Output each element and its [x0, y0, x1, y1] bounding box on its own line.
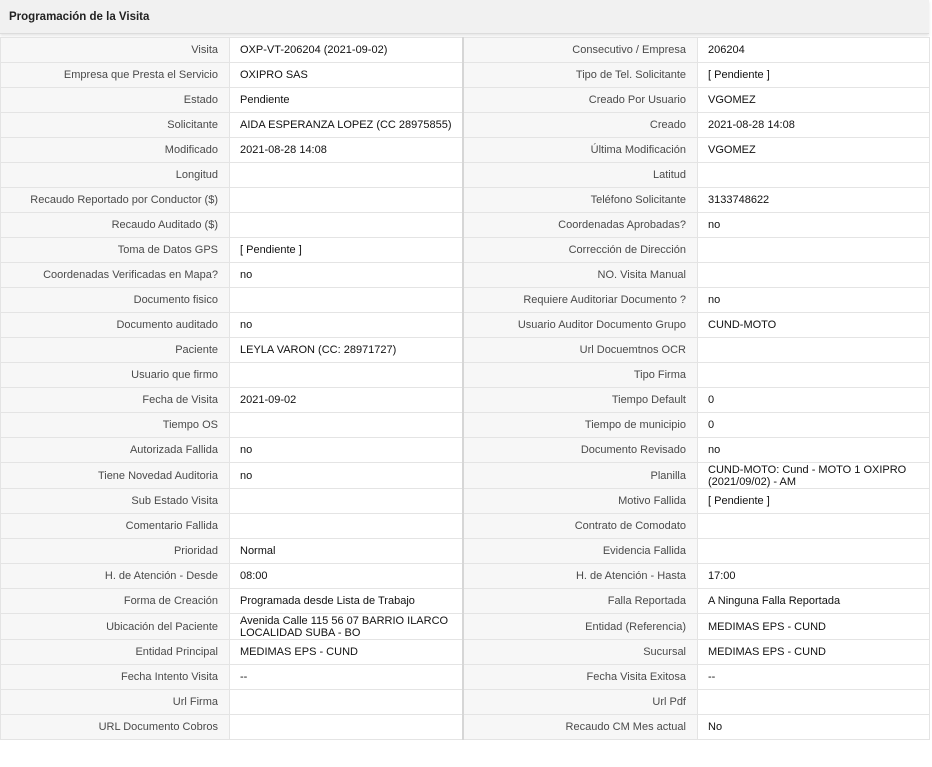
field-label: Entidad (Referencia): [463, 614, 698, 640]
field-label: Motivo Fallida: [463, 489, 698, 514]
field-value: A Ninguna Falla Reportada: [698, 589, 930, 614]
field-label: Latitud: [463, 163, 698, 188]
detail-row: [1, 514, 930, 539]
field-label: Tiempo OS: [1, 413, 230, 438]
detail-row: [1, 363, 930, 388]
field-value: [230, 413, 464, 438]
field-value: [698, 514, 930, 539]
field-value: 206204: [698, 38, 930, 63]
field-label: Consecutivo / Empresa: [463, 38, 698, 63]
field-value: [230, 213, 464, 238]
field-value: No: [698, 715, 930, 740]
field-label: Tiene Novedad Auditoria: [1, 463, 230, 489]
field-value: Avenida Calle 115 56 07 BARRIO ILARCO LOCALIDAD SUBA - BO: [230, 614, 464, 640]
field-label: Url Pdf: [463, 690, 698, 715]
field-value: 2021-08-28 14:08: [230, 138, 464, 163]
detail-row: [1, 640, 930, 665]
field-value: 2021-09-02: [230, 388, 464, 413]
field-label: Falla Reportada: [463, 589, 698, 614]
detail-row: [1, 138, 930, 163]
field-label: Url Firma: [1, 690, 230, 715]
field-label: Tipo de Tel. Solicitante: [463, 63, 698, 88]
field-value: 0: [698, 388, 930, 413]
field-label: Creado: [463, 113, 698, 138]
field-label: Longitud: [1, 163, 230, 188]
field-value: VGOMEZ: [698, 138, 930, 163]
field-label: Recaudo Reportado por Conductor ($): [1, 188, 230, 213]
field-value: LEYLA VARON (CC: 28971727): [230, 338, 464, 363]
field-label: Forma de Creación: [1, 589, 230, 614]
field-label: Documento Revisado: [463, 438, 698, 463]
field-label: Toma de Datos GPS: [1, 238, 230, 263]
field-value: [230, 188, 464, 213]
detail-row: [1, 715, 930, 740]
field-label: Corrección de Dirección: [463, 238, 698, 263]
field-label: Fecha Intento Visita: [1, 665, 230, 690]
detail-row: [1, 539, 930, 564]
detail-row: [1, 238, 930, 263]
field-label: Coordenadas Aprobadas?: [463, 213, 698, 238]
field-value: [698, 338, 930, 363]
field-label: Recaudo Auditado ($): [1, 213, 230, 238]
field-value: OXP-VT-206204 (2021-09-02): [230, 38, 464, 63]
field-value: [ Pendiente ]: [698, 63, 930, 88]
detail-row: [1, 188, 930, 213]
field-label: Sub Estado Visita: [1, 489, 230, 514]
field-label: Visita: [1, 38, 230, 63]
field-value: VGOMEZ: [698, 88, 930, 113]
field-value: [698, 539, 930, 564]
field-label: Estado: [1, 88, 230, 113]
detail-row: [1, 614, 930, 640]
detail-row: [1, 38, 930, 63]
field-label: NO. Visita Manual: [463, 263, 698, 288]
field-value: MEDIMAS EPS - CUND: [698, 640, 930, 665]
detail-row: [1, 413, 930, 438]
field-label: Contrato de Comodato: [463, 514, 698, 539]
field-value: MEDIMAS EPS - CUND: [230, 640, 464, 665]
field-value: 08:00: [230, 564, 464, 589]
field-label: Url Docuemtnos OCR: [463, 338, 698, 363]
field-value: Normal: [230, 539, 464, 564]
field-label: Última Modificación: [463, 138, 698, 163]
detail-row: [1, 690, 930, 715]
field-label: Comentario Fallida: [1, 514, 230, 539]
field-value: no: [230, 438, 464, 463]
detail-row: [1, 63, 930, 88]
field-label: Usuario que firmo: [1, 363, 230, 388]
field-label: Creado Por Usuario: [463, 88, 698, 113]
field-label: Tiempo de municipio: [463, 413, 698, 438]
visit-details-body: [1, 38, 930, 740]
field-value: 17:00: [698, 564, 930, 589]
field-value: [230, 288, 464, 313]
field-value: CUND-MOTO: Cund - MOTO 1 OXIPRO (2021/09/02) - AM: [698, 463, 930, 489]
field-value: [698, 238, 930, 263]
field-value: [230, 715, 464, 740]
field-value: [698, 363, 930, 388]
detail-row: [1, 263, 930, 288]
detail-row: [1, 163, 930, 188]
field-value: no: [698, 438, 930, 463]
detail-row: [1, 113, 930, 138]
field-label: Planilla: [463, 463, 698, 489]
detail-row: [1, 463, 930, 489]
field-label: Autorizada Fallida: [1, 438, 230, 463]
field-value: Pendiente: [230, 88, 464, 113]
field-value: no: [230, 463, 464, 489]
field-label: Solicitante: [1, 113, 230, 138]
field-value: [230, 514, 464, 539]
field-label: Tiempo Default: [463, 388, 698, 413]
field-label: Modificado: [1, 138, 230, 163]
field-value: [230, 690, 464, 715]
field-label: Usuario Auditor Documento Grupo: [463, 313, 698, 338]
field-label: Entidad Principal: [1, 640, 230, 665]
panel-title: Programación de la Visita: [9, 11, 150, 23]
detail-row: [1, 589, 930, 614]
field-label: Sucursal: [463, 640, 698, 665]
field-label: Recaudo CM Mes actual: [463, 715, 698, 740]
field-value: [ Pendiente ]: [230, 238, 464, 263]
field-value: [ Pendiente ]: [698, 489, 930, 514]
detail-row: [1, 489, 930, 514]
detail-row: [1, 438, 930, 463]
field-value: [698, 263, 930, 288]
field-value: [698, 163, 930, 188]
field-label: URL Documento Cobros: [1, 715, 230, 740]
field-value: [698, 690, 930, 715]
detail-row: [1, 564, 930, 589]
field-label: Teléfono Solicitante: [463, 188, 698, 213]
detail-row: [1, 665, 930, 690]
field-label: Evidencia Fallida: [463, 539, 698, 564]
field-label: Tipo Firma: [463, 363, 698, 388]
field-label: Paciente: [1, 338, 230, 363]
field-value: [230, 363, 464, 388]
detail-row: [1, 338, 930, 363]
field-value: 2021-08-28 14:08: [698, 113, 930, 138]
field-label: Fecha Visita Exitosa: [463, 665, 698, 690]
field-value: 0: [698, 413, 930, 438]
detail-row: [1, 213, 930, 238]
field-label: Coordenadas Verificadas en Mapa?: [1, 263, 230, 288]
detail-row: [1, 288, 930, 313]
field-label: Ubicación del Paciente: [1, 614, 230, 640]
field-value: no: [698, 288, 930, 313]
field-value: CUND-MOTO: [698, 313, 930, 338]
field-value: MEDIMAS EPS - CUND: [698, 614, 930, 640]
field-label: Documento fisico: [1, 288, 230, 313]
field-label: Documento auditado: [1, 313, 230, 338]
field-value: --: [698, 665, 930, 690]
detail-row: [1, 388, 930, 413]
field-value: AIDA ESPERANZA LOPEZ (CC 28975855): [230, 113, 464, 138]
field-label: H. de Atención - Desde: [1, 564, 230, 589]
field-label: Prioridad: [1, 539, 230, 564]
visit-details-table: [0, 37, 930, 740]
field-value: no: [230, 313, 464, 338]
field-value: [230, 489, 464, 514]
field-label: Fecha de Visita: [1, 388, 230, 413]
panel-header: [0, 0, 929, 34]
field-label: H. de Atención - Hasta: [463, 564, 698, 589]
detail-row: [1, 313, 930, 338]
field-value: no: [230, 263, 464, 288]
field-value: no: [698, 213, 930, 238]
field-value: OXIPRO SAS: [230, 63, 464, 88]
detail-row: [1, 88, 930, 113]
field-value: [230, 163, 464, 188]
field-value: 3133748622: [698, 188, 930, 213]
field-value: --: [230, 665, 464, 690]
field-label: Requiere Auditoriar Documento ?: [463, 288, 698, 313]
field-label: Empresa que Presta el Servicio: [1, 63, 230, 88]
field-value: Programada desde Lista de Trabajo: [230, 589, 464, 614]
